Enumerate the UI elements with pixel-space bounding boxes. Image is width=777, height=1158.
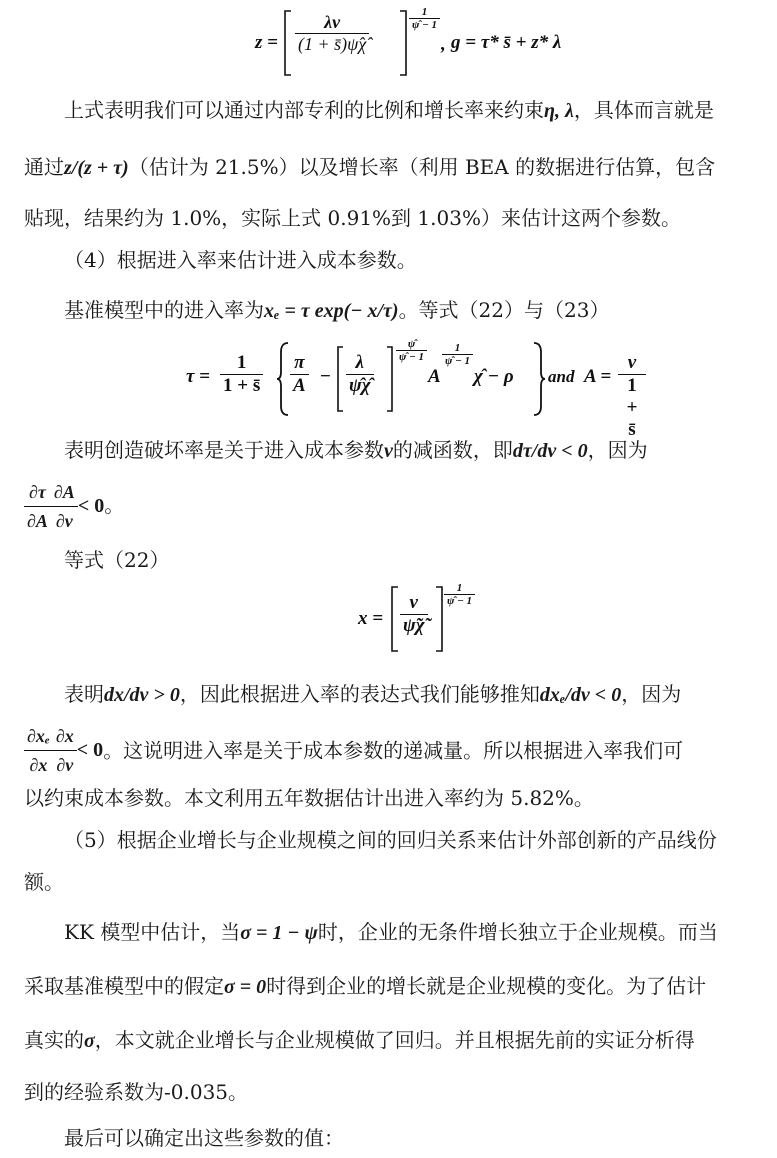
section4-entry-rate-formula: xₑ = τ exp(− x/τ) bbox=[264, 300, 399, 322]
para4-text-b: 时，企业的无条件增长独立于企业规模。而当 bbox=[317, 920, 718, 944]
para1-line2-tail: （估计为 21.5%）以及增长率（利用 BEA 的数据进行估算，包含 bbox=[128, 155, 716, 179]
eq1-exp-num: 1 bbox=[421, 6, 428, 18]
eq2-nu-den: 1 + s̄ bbox=[618, 374, 646, 441]
eq2-lhs: τ = bbox=[186, 366, 211, 387]
eq2-lambda: λ bbox=[355, 352, 364, 373]
eq2-pi-over-a bbox=[290, 352, 309, 397]
para3-text-a: 表明 bbox=[64, 682, 104, 706]
para4-line2 bbox=[24, 972, 757, 1001]
para2-line1 bbox=[64, 436, 757, 465]
eq2-nu: ν bbox=[627, 352, 637, 373]
eq2-psi-chi: ψ̂χ̂ bbox=[346, 374, 374, 397]
para3-partial-2-num: ∂x bbox=[55, 726, 74, 746]
eq1-lhs: z = bbox=[255, 32, 278, 53]
eq2-right-bracket bbox=[386, 346, 394, 412]
para3-line1 bbox=[64, 680, 757, 709]
eq1-denominator: (1 + s̄)ψ̂χ̂ bbox=[295, 33, 369, 55]
eq3-right-bracket bbox=[434, 586, 444, 652]
para4-sigma-eq: σ = 1 − ψ bbox=[240, 922, 318, 944]
para2-less-than-zero: < 0 bbox=[77, 495, 105, 517]
para3-line2 bbox=[24, 722, 757, 775]
eq2-and: and bbox=[548, 367, 575, 386]
para3-dxe-dnu: dxₑ/dν < 0 bbox=[539, 684, 622, 706]
eq2-prefactor bbox=[220, 352, 263, 397]
eq3-exp-num: 1 bbox=[456, 582, 463, 594]
para2-because: ，因为 bbox=[587, 438, 648, 462]
para4-line3 bbox=[24, 1026, 757, 1055]
eq2-right-brace bbox=[532, 342, 546, 416]
equation-x bbox=[358, 584, 488, 656]
equation-z-and-g bbox=[255, 8, 585, 78]
para1-line1 bbox=[64, 96, 757, 125]
para2-text: 表明创造破坏率是关于进入成本参数 bbox=[64, 438, 384, 462]
eq1-left-bracket bbox=[283, 10, 293, 76]
para2-nu: ν bbox=[384, 440, 393, 462]
eq2-exp1-num: ψ̂ bbox=[407, 338, 416, 350]
para3-partial-2-den: ∂ν bbox=[53, 750, 77, 779]
eq2-exp2-num: 1 bbox=[454, 342, 461, 354]
para3-because: ，因为 bbox=[621, 682, 682, 706]
eq2-lambda-fraction bbox=[346, 352, 374, 397]
eq2-pi: π bbox=[294, 352, 305, 373]
para3-partial-1-num: ∂xₑ bbox=[27, 726, 50, 746]
para2-period: 。 bbox=[104, 493, 125, 517]
para1-line2-text: 通过 bbox=[24, 155, 64, 179]
eq1-exponent bbox=[409, 6, 440, 31]
closing-line: 最后可以确定出这些参数的值： bbox=[64, 1126, 344, 1150]
eq3-left-bracket bbox=[390, 586, 400, 652]
eq1-separator: , bbox=[441, 34, 446, 55]
eq3-exponent bbox=[444, 582, 475, 607]
eq2-exp2-den: ψ̂ − 1 bbox=[442, 354, 473, 367]
eq2-left-bracket bbox=[336, 346, 344, 412]
para3-partial-2 bbox=[53, 722, 77, 779]
para2-partial-2 bbox=[51, 478, 78, 535]
eq22-label: 等式（22） bbox=[64, 548, 170, 572]
section4-line1 bbox=[64, 296, 757, 325]
eq2-a-equals: A = bbox=[584, 366, 612, 387]
para3-line2-text: 。这说明进入率是关于成本参数的递减量。所以根据进入率我们可 bbox=[103, 738, 684, 763]
para2-derivative: dτ/dν < 0 bbox=[512, 440, 588, 462]
para4-sigma: σ bbox=[84, 1030, 95, 1052]
para1-line1-tail: ，具体而言就是 bbox=[573, 98, 714, 122]
eq2-a: A bbox=[290, 374, 309, 397]
section5-line2: 额。 bbox=[24, 870, 64, 894]
para3-partial-1-den: ∂x bbox=[24, 750, 53, 779]
para4-text-a: KK 模型中估计，当 bbox=[64, 920, 241, 944]
eq1-fraction bbox=[295, 12, 369, 55]
eq1-right-bracket bbox=[398, 10, 408, 76]
para4-line4: 到的经验系数为-0.035。 bbox=[24, 1080, 249, 1104]
para4-sigma-zero: σ = 0 bbox=[224, 976, 267, 998]
section5-line1: （5）根据企业增长与企业规模之间的回归关系来估计外部创新的产品线份 bbox=[64, 828, 717, 852]
para3-less-than-zero: < 0 bbox=[76, 739, 104, 761]
eq1-numerator: λν bbox=[324, 12, 341, 32]
eq2-prefactor-num: 1 bbox=[236, 352, 247, 373]
eq2-minus: − bbox=[320, 366, 331, 387]
eq2-a-base: A bbox=[428, 366, 441, 387]
para3-line3: 以约束成本参数。本文利用五年数据估计出进入率约为 5.82%。 bbox=[24, 786, 594, 810]
eq2-exp1-den: ψ̂ − 1 bbox=[396, 350, 427, 363]
para1-math-ratio: z/(z + τ) bbox=[64, 157, 129, 179]
para3-partial-1 bbox=[24, 722, 53, 779]
eq2-exponent-2 bbox=[442, 342, 473, 367]
eq2-prefactor-den: 1 + s̄ bbox=[220, 374, 263, 397]
para4-line3-text: 真实的 bbox=[24, 1028, 84, 1052]
section4-text: 基准模型中的进入率为 bbox=[64, 298, 264, 322]
para2-partial-1-den: ∂A bbox=[24, 506, 51, 535]
para4-line3-tail: ，本文就企业增长与企业规模做了回归。并且根据先前的实证分析得 bbox=[94, 1028, 695, 1052]
eq3-psi-chi: ψ̃χ̃ bbox=[400, 614, 428, 637]
eq2-exponent-1 bbox=[396, 338, 427, 363]
eq1-exp-den: ψ̂ − 1 bbox=[409, 18, 440, 31]
para3-text-b: ，因此根据进入率的表达式我们能够推知 bbox=[179, 682, 540, 706]
para2-partial-2-num: ∂A bbox=[53, 482, 75, 502]
section4-heading: （4）根据进入率来估计进入成本参数。 bbox=[64, 248, 417, 272]
para1-line2 bbox=[24, 153, 757, 182]
equation-tau bbox=[186, 338, 646, 440]
eq3-exp-den: ψ̂ − 1 bbox=[444, 594, 475, 607]
eq2-left-brace bbox=[276, 342, 290, 416]
para3-dx-dnu: dx/dν > 0 bbox=[104, 684, 180, 706]
eq1-rhs: g = τ* s̄ + z* λ bbox=[451, 32, 562, 53]
para2-partial-1 bbox=[24, 478, 51, 535]
eq2-chi-minus-rho: χ̂ − ρ bbox=[474, 366, 514, 387]
eq3-nu: ν bbox=[409, 592, 418, 613]
eq3-lhs: x = bbox=[358, 608, 384, 629]
eq3-fraction bbox=[400, 592, 428, 637]
section4-tail: 。等式（22）与（23） bbox=[398, 298, 610, 322]
para2-line2 bbox=[24, 478, 757, 531]
para4-line2-tail: 时得到企业的增长就是企业规模的变化。为了估计 bbox=[266, 974, 707, 998]
para2-text-b: 的减函数，即 bbox=[392, 438, 513, 462]
para1-line3: 贴现，结果约为 1.0%，实际上式 0.91%到 1.03%）来估计这两个参数。 bbox=[24, 206, 681, 230]
para1-line1-text: 上式表明我们可以通过内部专利的比例和增长率来约束 bbox=[64, 98, 544, 122]
para2-partial-2-den: ∂ν bbox=[51, 506, 78, 535]
para4-line2-text: 采取基准模型中的假定 bbox=[24, 974, 224, 998]
para4-line1 bbox=[64, 918, 757, 947]
eq2-nu-fraction bbox=[618, 352, 646, 441]
para1-math-eta-lambda: η, λ bbox=[544, 100, 574, 122]
para2-partial-1-num: ∂τ bbox=[29, 482, 46, 502]
